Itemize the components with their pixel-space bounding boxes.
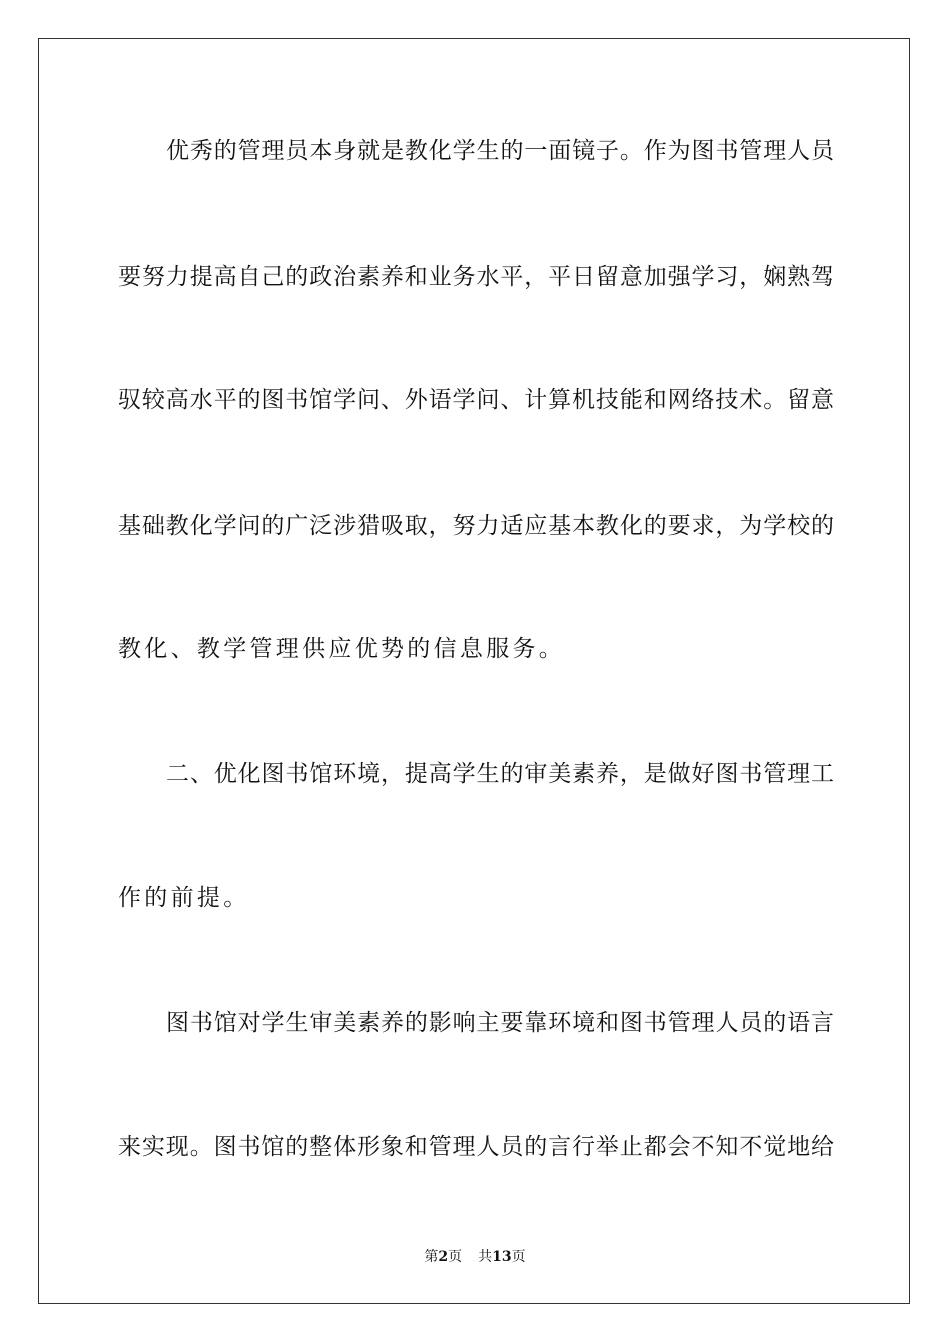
footer-total-suffix: 页 [511,1249,526,1265]
footer-total-prefix: 共 [478,1249,493,1265]
paragraph-2-line-1: 图书馆对学生审美素养的影响主要靠环境和图书管理人员的语言 [166,1010,834,1036]
footer-page-prefix: 第 [424,1249,439,1265]
paragraph-1-line-3: 驭较高水平的图书馆学问、外语学问、计算机技能和网络技术。留意 [118,387,834,413]
paragraph-1-line-2: 要努力提高自己的政治素养和业务水平，平日留意加强学习，娴熟驾 [118,264,834,290]
paragraph-1-line-5: 教化、教学管理供应优势的信息服务。 [118,636,566,662]
paragraph-2-line-2: 来实现。图书馆的整体形象和管理人员的言行举止都会不知不觉地给 [118,1134,834,1160]
heading-2-line-1: 二、优化图书馆环境，提高学生的审美素养，是做好图书管理工 [166,761,834,787]
heading-2-line-2: 作的前提。 [118,885,250,911]
footer-page-number: 2 [438,1249,449,1265]
paragraph-1-line-1: 优秀的管理员本身就是教化学生的一面镜子。作为图书管理人员 [166,138,834,164]
page-footer [0,1248,950,1266]
page-border [38,38,910,1304]
footer-total-pages: 13 [492,1249,512,1265]
paragraph-1-line-4: 基础教化学问的广泛涉猎吸取，努力适应基本教化的要求，为学校的 [118,513,834,539]
footer-page-suffix: 页 [448,1249,463,1265]
